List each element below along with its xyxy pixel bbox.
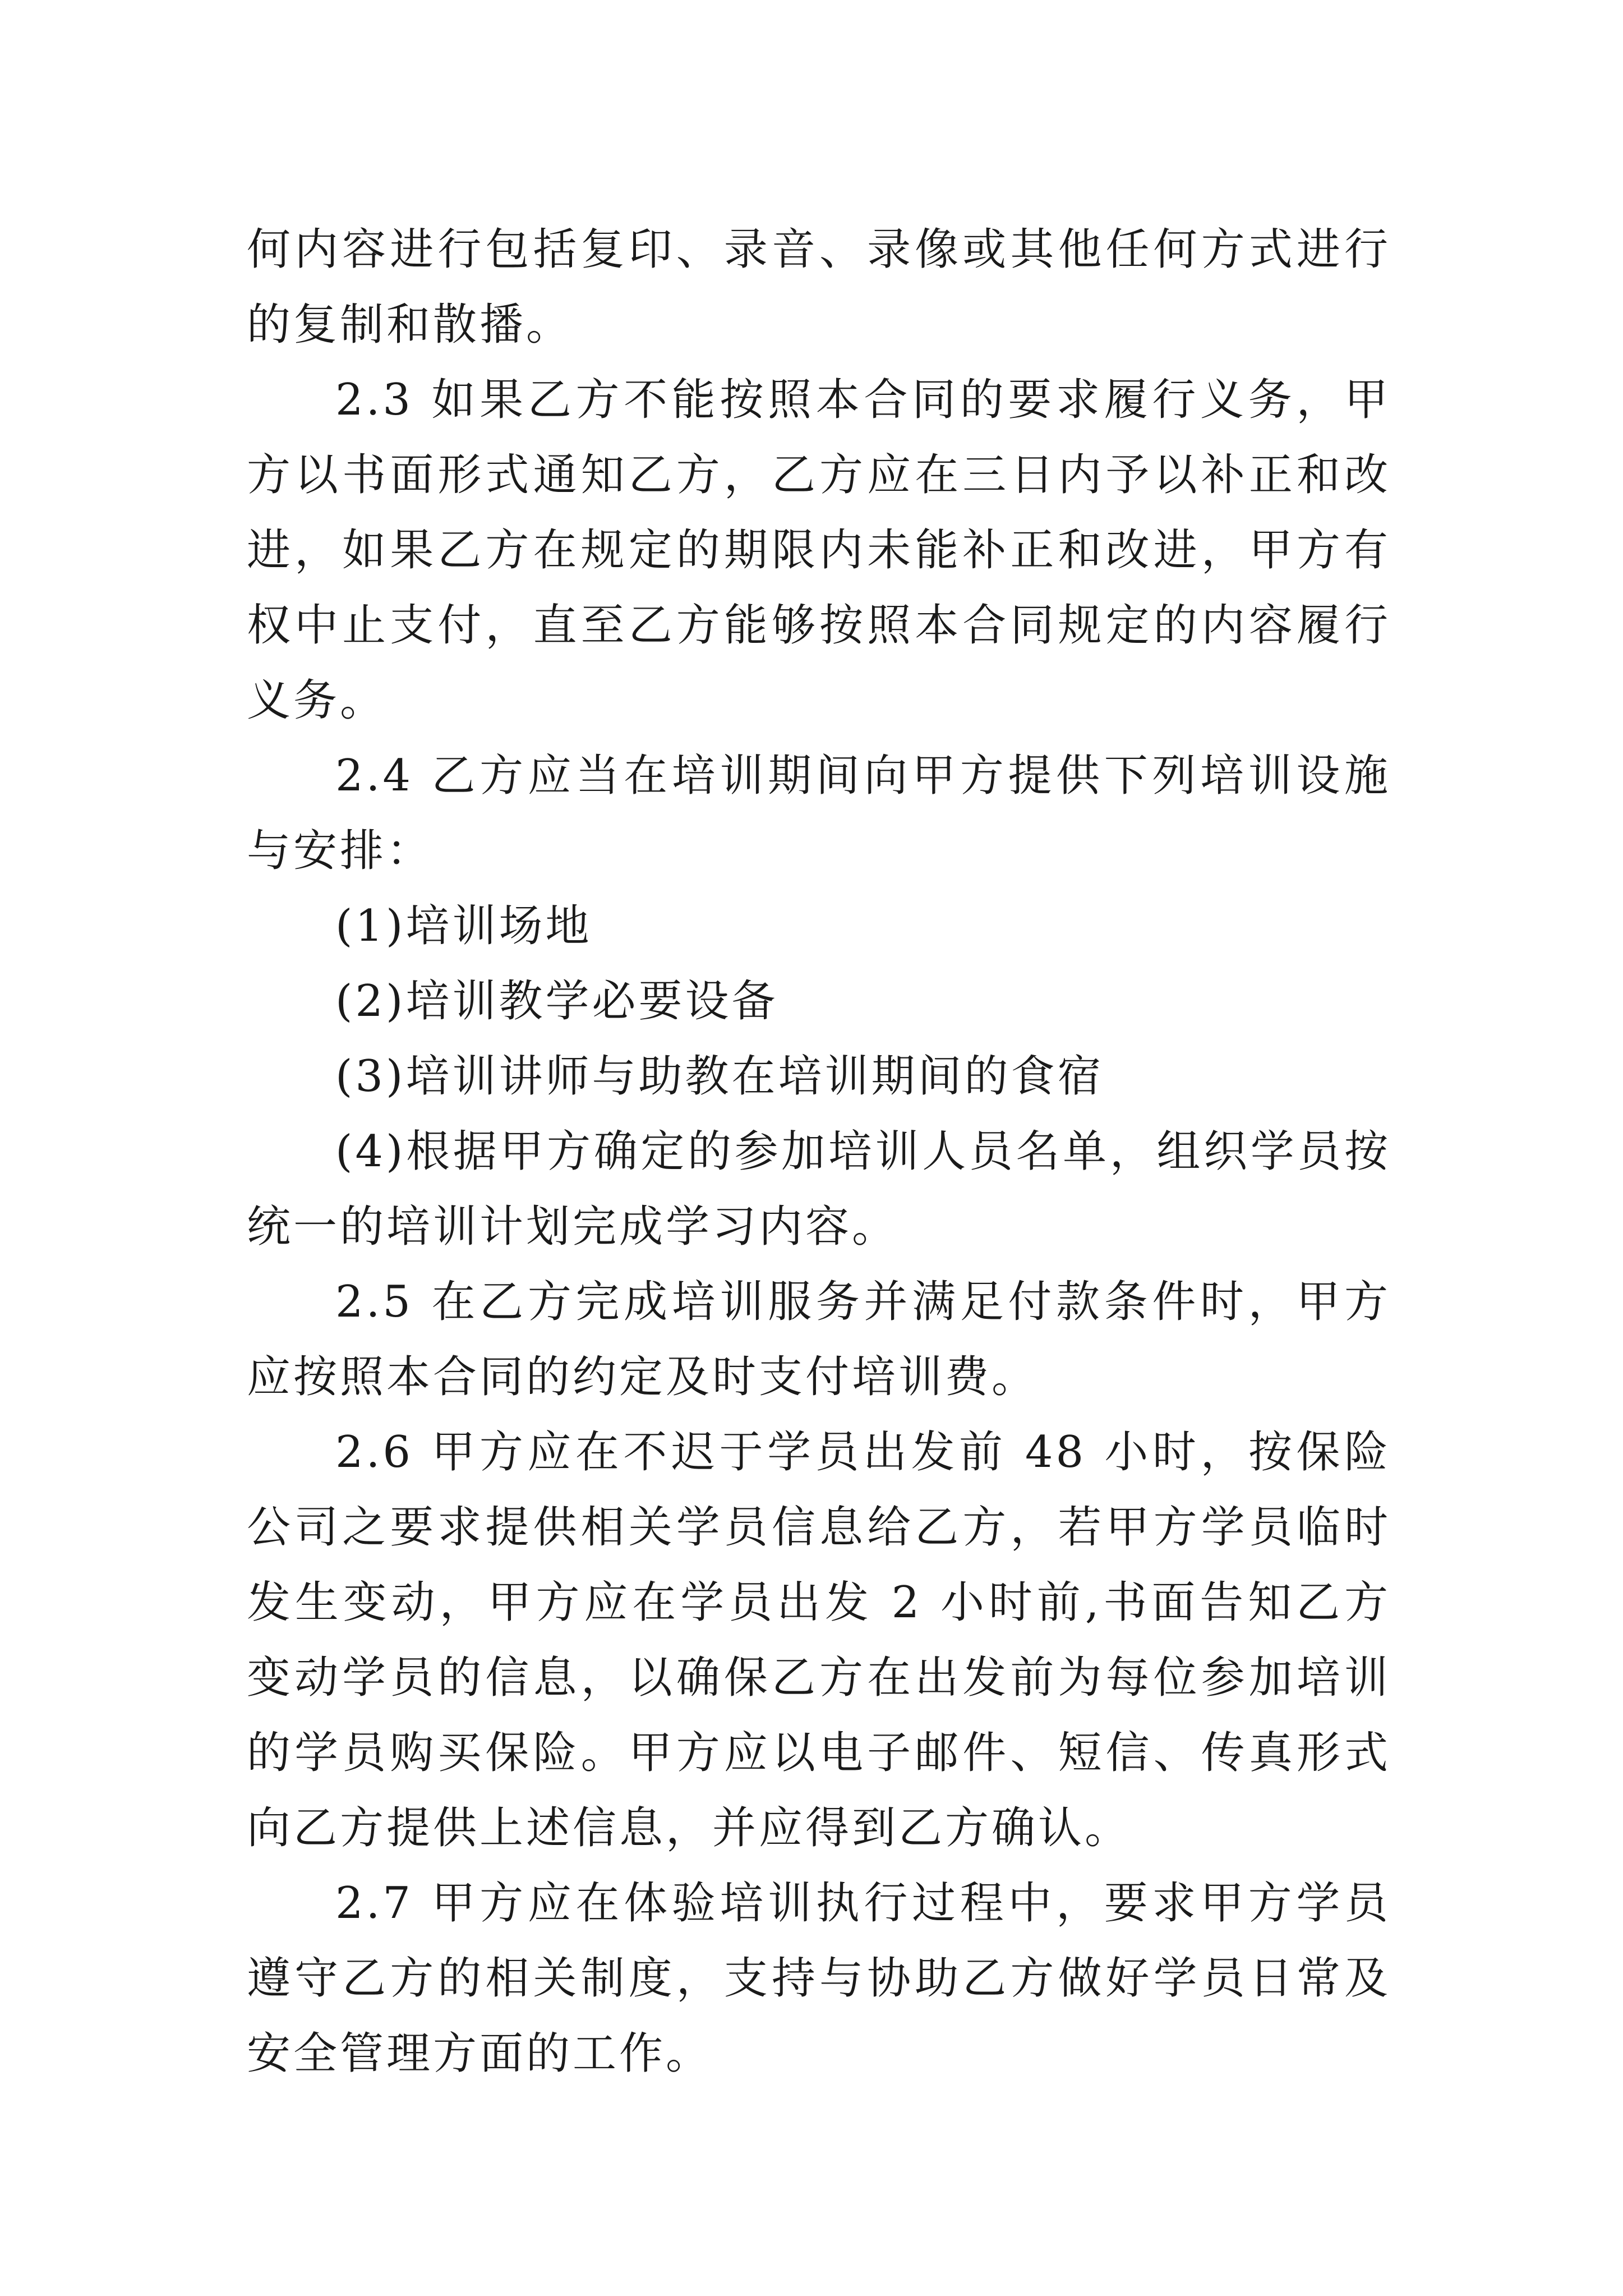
clause-2-4: 2.4 乙方应当在培训期间向甲方提供下列培训设施与安排：	[247, 751, 1391, 876]
paragraph-continuation: 何内容进行包括复印、录音、录像或其他任何方式进行的复制和散播。	[247, 224, 1391, 350]
clause-2-5: 2.5 在乙方完成培训服务并满足付款条件时，甲方应按照本合同的约定及时支付培训费。	[247, 1277, 1391, 1402]
list-item-1: (1)培训场地	[335, 901, 592, 951]
document-body	[247, 212, 1391, 2091]
clause-2-7: 2.7 甲方应在体验培训执行过程中，要求甲方学员遵守乙方的相关制度，支持与协助乙方做好学员日常及安全管理方面的工作。	[247, 1878, 1391, 2079]
list-item-2: (2)培训教学必要设备	[335, 976, 778, 1027]
list-item-4: (4)根据甲方确定的参加培训人员名单，组织学员按统一的培训计划完成学习内容。	[247, 1126, 1391, 1252]
clause-2-3: 2.3 如果乙方不能按照本合同的要求履行义务，甲方以书面形式通知乙方，乙方应在三日内予以补正和改进，如果乙方在规定的期限内未能补正和改进，甲方有权中止支付，直至乙方能够按照本合同规定的内容履行义务。	[247, 375, 1391, 726]
clause-2-6: 2.6 甲方应在不迟于学员出发前 48 小时，按保险公司之要求提供相关学员信息给乙方，若甲方学员临时发生变动，甲方应在学员出发 2 小时前,书面告知乙方变动学员的信息，以确保乙方在出发前为每位参加培训的学员购买保险。甲方应以电子邮件、短信、传真形式向乙方提供上述信息，并应得到乙方确认。	[247, 1427, 1391, 1853]
list-item-3: (3)培训讲师与助教在培训期间的食宿	[335, 1051, 1104, 1102]
